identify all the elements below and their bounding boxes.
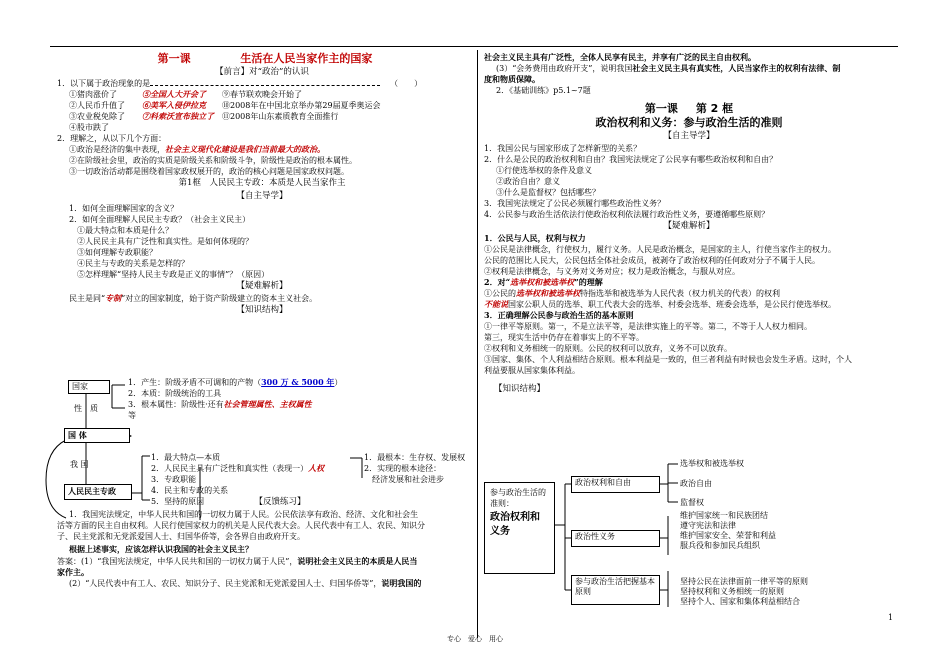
dictatorship-note-3: 3．专政职能: [151, 475, 197, 484]
point-3-line: ②权利和义务相统一的原则。公民的权利可以放弃，义务不可以放弃。: [484, 344, 732, 353]
frame-1-title: 第1框 人民民主专政：本质是人民当家作主: [178, 178, 346, 188]
leaf-duty: 服兵役和参加民兵组织: [680, 541, 760, 550]
leaf-principle-list: [680, 577, 808, 607]
page-footer: 专心 爱心 用心: [447, 635, 503, 643]
state-note-3-text: 3．根本属性：阶级性·还有: [128, 400, 224, 409]
study-q2: 2．如何全面理解人民民主专政？（社会主义民主）: [69, 215, 251, 224]
carry-over-line: 度和物质保障。: [484, 74, 540, 84]
answer-emphasis: 说明社会主义民主的本质是人民当: [297, 556, 418, 566]
difficulty-text-a: 民主是同“: [69, 294, 106, 303]
preface-heading: 【前言】对“政治”的认识: [215, 67, 309, 77]
state-note-2: 2．本质：阶级统治的工具: [128, 389, 222, 398]
human-rights-note-1: 1．最根本：生存权、发展权: [364, 453, 466, 462]
study-q2-item: ②政治自由？意义: [496, 177, 560, 186]
feedback-question: 根据上述事实，应该怎样认识我国的社会主义民主？: [69, 544, 253, 554]
box-root-label: 参与政治生活的准则：: [490, 488, 546, 508]
box-rights: [571, 476, 660, 493]
dictatorship-note-2-text: 2．人民民主具有广泛性和真实性（表现一）: [151, 464, 309, 473]
feedback-line: 子、民主党派和无党派爱国人士、归国华侨等，会各界自由政府开支。: [57, 532, 305, 541]
leaf-principle: 坚持公民在法律面前一律平等的原则: [680, 577, 808, 586]
difficulty-text-c: ”对立的国家制度，始于资产阶级建立的资本主义社会。: [121, 294, 318, 303]
difficulty-emphasis: 专制: [105, 293, 122, 303]
study-q2-item: ⑤怎样理解“坚持人民主专政是正义的事情”？（原因）: [77, 270, 270, 279]
dictatorship-note-5: 5．坚持的原因: [151, 497, 205, 506]
state-note-3-end: 等: [128, 411, 136, 420]
box-democratic-dictatorship-label: 人民民主专政: [68, 486, 116, 496]
dictatorship-note-4: 4．民主和专政的关系: [151, 486, 229, 495]
page-number: 1: [888, 613, 894, 622]
frame-2-title: 政治权利和义务：参与政治生活的准则: [595, 116, 783, 129]
leaf-principle: 坚持权利和义务相统一的原则: [680, 587, 784, 596]
leaf-supervision: 监督权: [680, 498, 704, 507]
frame-2-number: 第 2 框: [695, 102, 734, 115]
box-principles: [571, 575, 660, 605]
box-guoti-label: 国 体: [68, 430, 87, 440]
question-2-point-3: ③一切政治活动都是围绕着国家政权展开的，政治的核心问题是国家政权问题。: [69, 167, 349, 176]
point-emphasis: 社会主义现代化建设是我们当前最大的政治。: [165, 144, 325, 154]
study-q3: 3．我国宪法规定了公民必须履行哪些政治性义务？: [484, 199, 666, 208]
option-item: ⑨春节联欢晚会开始了: [222, 90, 302, 99]
point-1-heading: 1．公民与人民，权利与权力: [484, 233, 586, 243]
question-2-point-2: ②在阶级社会里，政治的实质是阶级关系和阶级斗争，阶级性是政治的根本属性。: [69, 156, 357, 165]
box-duties-label: 政治性义务: [575, 532, 615, 541]
option-item: ⑩2008年在中国北京举办第29届夏季奥运会: [222, 101, 381, 110]
study-q2-item: ④民主与专政的关系是怎样的？: [77, 259, 189, 268]
structure-heading: 【知识结构】: [236, 305, 288, 315]
option-item: ⑥美军入侵伊拉克: [142, 100, 206, 110]
point-2-emphasis: 选举权和被选举权: [510, 277, 575, 287]
box-principles-label: 参与政治生活把握基本原则: [575, 577, 655, 596]
self-study-heading: 【自主导学】: [236, 191, 288, 201]
point-2-suffix: ”的理解: [574, 277, 603, 287]
point-1-line: ②权利是法律概念，与义务对义务对应；权力是政治概念，与服从对应。: [484, 267, 740, 276]
point-2-warning-text: 国家公职人员的选举、职工代表大会的选举、村委会选举、班委会选举，是公民行使选举权。: [508, 300, 836, 309]
answer-text: (2）“人民代表中有工人、农民、知识分子、民主党派和无党派爱国人士、归国华侨等”，: [69, 579, 382, 588]
option-item: ⑪2008年山东素质教育全面推行: [222, 112, 339, 121]
study-q2-item: ①最大特点和本质是什么？: [77, 226, 173, 235]
study-q2-item: ③什么是监督权？包括哪些？: [496, 188, 600, 197]
label-nature: 性 质: [74, 404, 98, 413]
state-note-1-emphasis: 300 万 & 5000 年: [261, 377, 335, 387]
lesson-number: 第一课: [157, 52, 191, 65]
difficulty-heading: 【疑难解析】: [236, 281, 288, 291]
state-note-3-emphasis: 社会管理属性、主权属性: [223, 399, 312, 409]
feedback-line: 1．我国宪法规定，中华人民共和国的一切权力属于人民。公民依法享有政治、经济、文化和社会生: [69, 510, 419, 519]
box-duties: [571, 530, 660, 547]
point-1-line: 公民的范围比人民大，公民包括全体社会成员，被剥夺了政治权利的任何政对分子不属于人民。: [484, 256, 820, 265]
feedback-line: 活等方面的民主自由权利。人民行使国家权力的机关是人民代表大会。人民代表中有工人、农民、知识分: [57, 521, 425, 530]
answer-bracket: （ ）: [390, 79, 423, 88]
point-3-line: ③国家、集体、个人利益相结合原则。根本利益是一致的，但三者利益有时候也会发生矛盾。这时，个人: [484, 355, 852, 364]
study-q1: 1．我国公民与国家形成了怎样新型的关系？: [484, 144, 642, 153]
question-2: 2．理解之，从以下几个方面：: [57, 134, 167, 143]
carry-over-line: 社会主义民主具有广泛性，全体人民享有民主，并享有广泛的民主自由权利。: [484, 52, 756, 62]
leaf-duty-list: [680, 511, 776, 551]
dictatorship-note-1: 1．最大特点—本质: [151, 453, 221, 462]
point-3-heading: 3．正确理解公民参与政治生活的基本原则: [484, 310, 634, 320]
carry-over-emphasis: 社会主义民主具有真实性，人民当家作主的权利有法律、制: [632, 63, 841, 73]
question-1-text: 1．以下属于政治现象的是: [57, 79, 151, 88]
point-3-line: 第三，现实生活中仍存在着事实上的不平等。: [484, 333, 644, 342]
leaf-duty: 遵守宪法和法律: [680, 521, 736, 530]
box-root: [484, 482, 555, 574]
point-2-text-emphasis: 选举权和被选举权: [516, 288, 580, 298]
lesson-name: 生活在人民当家作主的国家: [240, 52, 373, 65]
box-root-emphasis: 政治权利和义务: [490, 512, 540, 537]
leaf-duty: 维护国家统一和民族团结: [680, 511, 768, 520]
state-note-1-close: ）: [334, 378, 343, 387]
frame-2-lesson: 第一课: [644, 102, 678, 115]
option-item: ③农业税免除了: [69, 112, 125, 121]
human-rights-note-3: 经济发展和社会进步: [372, 475, 444, 484]
point-2-warning: 不能说: [484, 299, 508, 309]
structure-heading: 【知识结构】: [494, 384, 546, 394]
state-note-1-text: 1．产生：阶级矛盾不可调和的产物（: [128, 378, 262, 387]
point-1-line: ①公民是法律概念，行使权力，履行义务。人民是政治概念，是国家的主人，行使当家作主的权力。: [484, 245, 836, 254]
carry-over-text: (3）“会务费用由政府开支”，说明我国: [496, 64, 633, 73]
exercise-ref: 2．《基础训练》p5.1~7题: [496, 86, 591, 95]
leaf-freedom: 政治自由: [680, 479, 712, 488]
answer-line-1-end: 家作主。: [57, 567, 89, 577]
study-q2-item: ①行使选举权的条件及意义: [496, 166, 592, 175]
point-2-text: ①公民的: [484, 289, 516, 298]
point-text: ①政治是经济的集中表现，: [69, 145, 165, 154]
box-rights-label: 政治权利和自由: [575, 478, 631, 487]
study-q1: 1．如何全面理解国家的含义？: [69, 204, 179, 213]
point-2-prefix: 2．对“: [484, 277, 511, 287]
study-q2-item: ③如何理解专政职能？: [77, 248, 157, 257]
feedback-heading: 【反馈练习】: [254, 497, 306, 507]
study-q4: 4．公民参与政治生活依法行使政治权利依法履行政治性义务，要遵循哪些原则？: [484, 210, 770, 219]
box-state-label: 国家: [72, 382, 88, 391]
human-rights-note-2: 2．实现的根本途径：: [364, 464, 442, 473]
point-3-line: 利益要服从国家集体利益。: [484, 366, 580, 375]
option-item: ④股市跌了: [69, 123, 109, 132]
study-q2-item: ②人民民主具有广泛性和真实性。是如何体现的？: [77, 237, 253, 246]
leaf-election: 选举权和被选举权: [680, 459, 744, 468]
point-2-text-rest: 特指选举和被选举为人民代表（权力机关的代表）的权利: [580, 289, 780, 298]
answer-text: 答案：(1）“我国宪法规定，中华人民共和国的一切权力属于人民”，: [57, 557, 298, 566]
option-item: ①猪肉涨价了: [69, 90, 117, 99]
leaf-duty: 维护国家安全、荣誉和利益: [680, 531, 776, 540]
option-item: ⑤全国人大开会了: [142, 89, 206, 99]
answer-emphasis: 说明我国的: [381, 578, 422, 588]
dictatorship-note-2-emphasis: 人权: [308, 463, 325, 473]
difficulty-heading: 【疑难解析】: [663, 221, 715, 231]
self-study-heading: 【自主导学】: [663, 131, 715, 141]
option-item: ⑦科索沃宣布独立了: [142, 111, 214, 121]
point-3-line: ①一律平等原则。第一，不是立法平等，是法律实施上的平等。第二，不等于人人权力相同。: [484, 322, 812, 331]
leaf-principle: 坚持个人、国家和集体利益相结合: [680, 597, 800, 606]
label-our-country: 我 国: [70, 460, 89, 469]
study-q2: 2．什么是公民的政治权利和自由？我国宪法规定了公民享有哪些政治权利和自由？: [484, 155, 778, 164]
option-item: ②人民币升值了: [69, 101, 125, 110]
